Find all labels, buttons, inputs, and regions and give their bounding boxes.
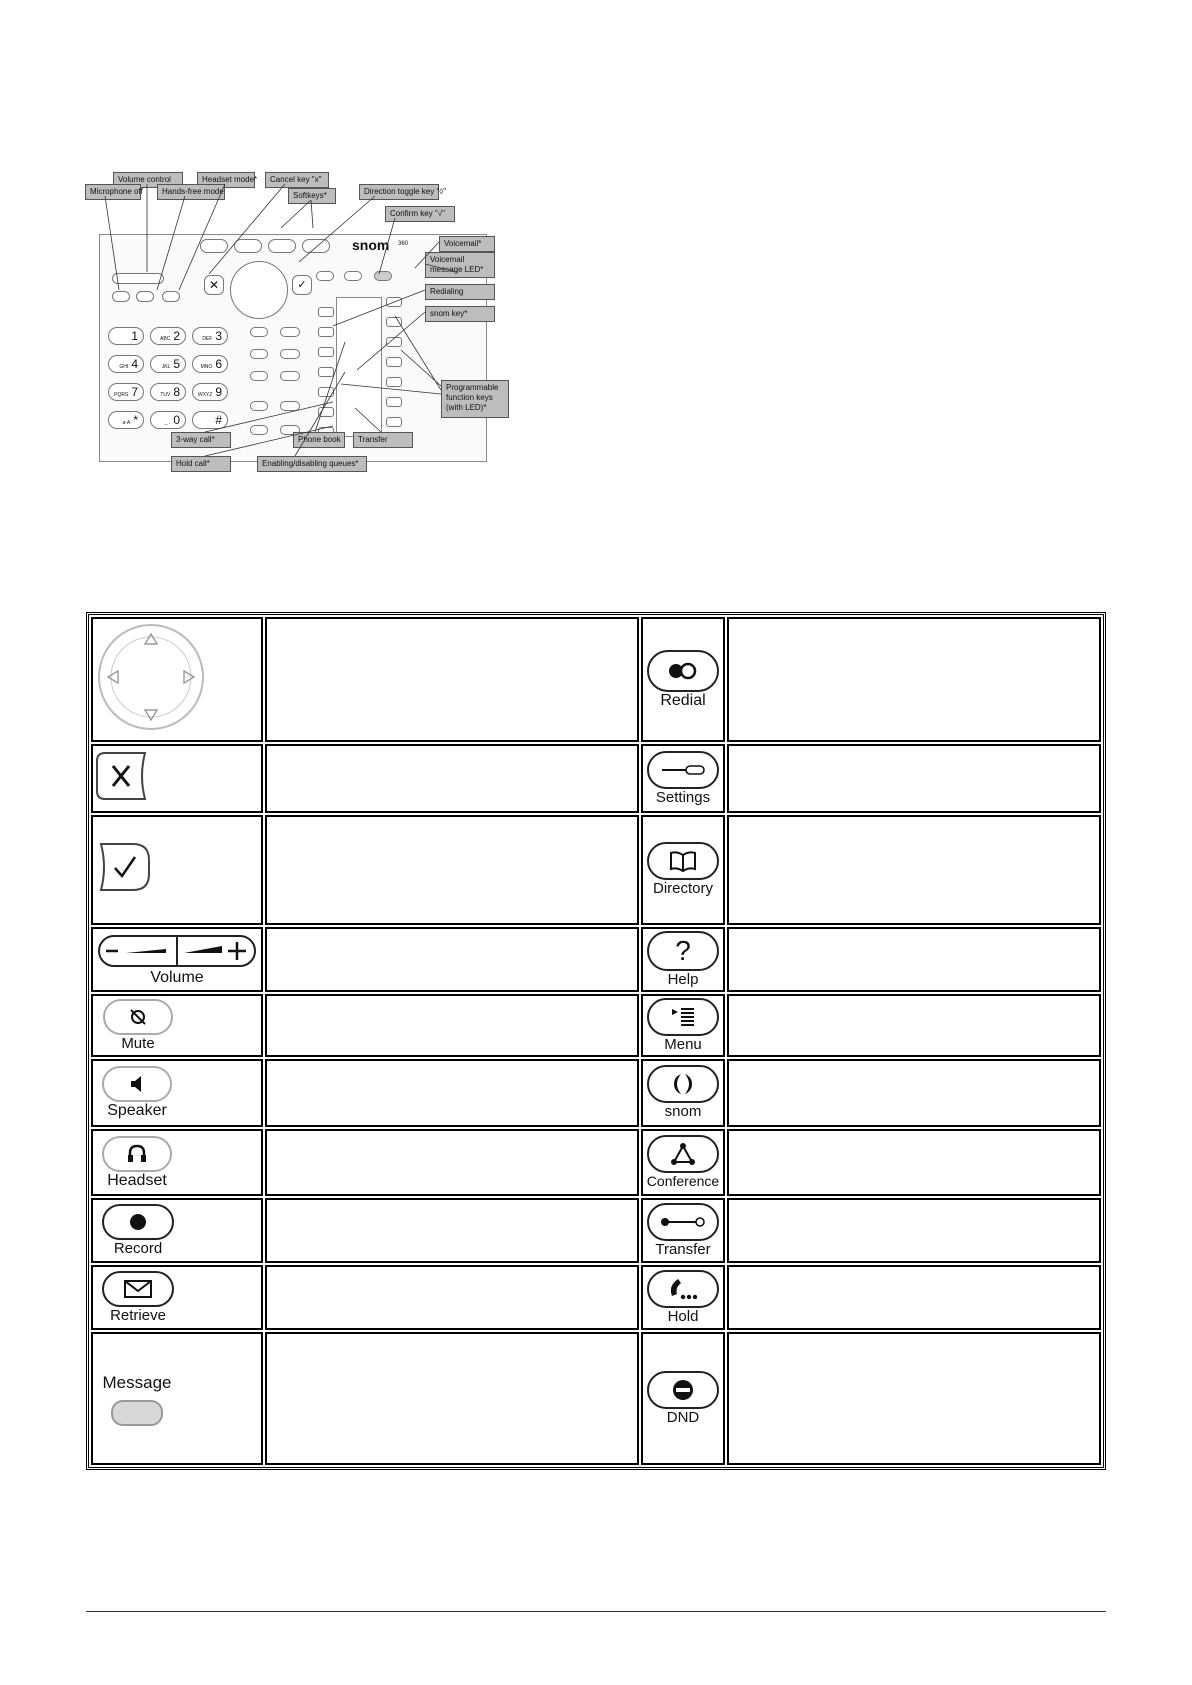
settings-label: Settings (655, 789, 711, 807)
callout-snom-key: snom key* (425, 306, 495, 322)
cell-headset-key (91, 1129, 263, 1196)
cell-settings-desc (727, 744, 1101, 812)
cell-redial-key (641, 617, 725, 742)
dialpad-key-letters: JKL (161, 364, 171, 370)
cell-conference-desc (727, 1129, 1101, 1196)
cell-hold-key (641, 1265, 725, 1330)
record-icon (102, 1204, 174, 1240)
callout-hands-free: Hands-free mode (157, 184, 225, 200)
snom-label: snom (664, 1103, 702, 1121)
dialpad-key-digit: 7 (131, 385, 138, 399)
callout-direction-toggle: Direction toggle key "◊" (359, 184, 439, 200)
cell-dnd-desc (727, 1332, 1101, 1465)
footer-rule (86, 1611, 1106, 1612)
settings-icon (647, 751, 719, 789)
menu-label: Menu (664, 1036, 702, 1054)
cell-hold-desc (727, 1265, 1101, 1330)
message-label: Message (102, 1372, 172, 1392)
cell-conference-key (641, 1129, 725, 1196)
message-led-icon (111, 1400, 163, 1426)
redial-label: Redial (660, 692, 706, 710)
dialpad-key-digit: 9 (215, 385, 222, 399)
retrieve-icon (102, 1271, 174, 1307)
directory-icon (647, 842, 719, 880)
transfer-icon (647, 1203, 719, 1241)
dialpad-key-digit: 6 (215, 357, 222, 371)
retrieve-label: Retrieve (110, 1307, 166, 1325)
cell-headset-desc (265, 1129, 639, 1196)
volume-label: Volume (150, 968, 204, 986)
hold-icon (647, 1270, 719, 1308)
conference-icon (647, 1135, 719, 1173)
headset-label: Headset (107, 1171, 167, 1189)
cell-retrieve-desc (265, 1265, 639, 1330)
callout-3-way-call: 3-way call* (171, 432, 231, 448)
dialpad-key-digit: 4 (131, 357, 138, 371)
volume-key-icon (96, 933, 258, 969)
cell-speaker-desc (265, 1059, 639, 1126)
speaker-icon (102, 1066, 172, 1102)
mute-icon (103, 999, 173, 1035)
callout-voicemail-led: Voicemail message LED* (425, 252, 495, 278)
callout-cancel-key: Cancel key "x" (265, 172, 329, 188)
cell-nav-key (91, 617, 263, 742)
dialpad-key-digit: 1 (131, 329, 138, 343)
navigation-key-icon (93, 620, 211, 734)
dialpad-key-digit: 0 (173, 413, 180, 427)
cell-cancel-key (91, 744, 263, 812)
cell-retrieve-key (91, 1265, 263, 1330)
cell-help-desc (727, 927, 1101, 992)
help-icon: ? (647, 931, 719, 971)
cell-nav-desc (265, 617, 639, 742)
cell-settings-key (641, 744, 725, 812)
directory-label: Directory (652, 880, 713, 898)
cell-directory-key (641, 815, 725, 925)
callout-redialing: Redialing (425, 284, 495, 300)
callout-confirm-key: Confirm key "√" (385, 206, 455, 222)
cell-snom-desc (727, 1059, 1101, 1126)
callout-hold-call: Hold call* (171, 456, 231, 472)
brand-logo: snom (352, 237, 390, 253)
dialpad-key-letters: TUV (160, 392, 171, 398)
cell-redial-desc (727, 617, 1101, 742)
callout-voicemail: Voicemail* (439, 236, 495, 252)
dialpad-key-letters: DEF (202, 336, 213, 342)
record-label: Record (113, 1240, 163, 1257)
callout-microphone-off: Microphone off (85, 184, 141, 200)
callout-programmable-keys: Programmable function keys (with LED)* (441, 380, 509, 418)
speaker-label: Speaker (107, 1102, 167, 1120)
cell-volume-key (91, 927, 263, 992)
callout-headset-mode: Headset mode* (197, 172, 255, 188)
mute-label: Mute (121, 1035, 155, 1053)
cell-speaker-key (91, 1059, 263, 1126)
dialpad-key-digit: 3 (215, 329, 222, 343)
transfer-label: Transfer (655, 1241, 711, 1258)
cancel-icon: ✕ (204, 275, 224, 295)
dialpad-key-letters: a-A (122, 420, 131, 426)
cancel-key-icon (93, 747, 153, 805)
cell-confirm-desc (265, 815, 639, 925)
callout-volume-control: Volume control (113, 172, 183, 188)
model-number: 360 (398, 241, 409, 247)
cell-transfer-desc (727, 1198, 1101, 1263)
dialpad-key-letters: ABC (160, 336, 171, 342)
dialpad-key-digit: 8 (173, 385, 180, 399)
cell-confirm-key (91, 815, 263, 925)
hold-label: Hold (667, 1308, 699, 1326)
help-label: Help (667, 970, 699, 988)
dialpad-key-letters: _ . (164, 420, 171, 426)
confirm-icon: ✓ (292, 275, 312, 295)
dialpad-key-digit: # (215, 413, 222, 427)
headset-icon (102, 1136, 172, 1172)
dialpad-key-digit: 2 (173, 329, 180, 343)
cell-record-key (91, 1198, 263, 1263)
cell-menu-desc (727, 994, 1101, 1057)
dialpad-key-digit: * (133, 413, 138, 427)
cell-volume-desc (265, 927, 639, 992)
cell-directory-desc (727, 815, 1101, 925)
redial-icon (647, 650, 719, 692)
confirm-key-icon (93, 836, 153, 898)
callout-phone-book: Phone book (293, 432, 345, 448)
callout-leader-lines (85, 170, 545, 510)
dialpad-key-letters: PQRS (114, 392, 129, 398)
cell-help-key (641, 927, 725, 992)
callout-transfer: Transfer (353, 432, 413, 448)
snom-icon (647, 1065, 719, 1103)
phone-diagram (85, 170, 545, 510)
cell-snom-key (641, 1059, 725, 1126)
callout-queues: Enabling/disabling queues* (257, 456, 367, 472)
cell-dnd-key (641, 1332, 725, 1465)
cell-menu-key (641, 994, 725, 1057)
conference-label: Conference (646, 1172, 720, 1189)
callout-softkeys: Softkeys* (288, 188, 336, 204)
dialpad-key-letters: MNO (200, 364, 213, 370)
cell-transfer-key (641, 1198, 725, 1263)
cell-cancel-desc (265, 744, 639, 812)
dialpad-key-letters: GHI (119, 364, 129, 370)
cell-message-key (91, 1332, 263, 1465)
dnd-icon (647, 1371, 719, 1409)
cell-record-desc (265, 1198, 639, 1263)
dnd-label: DND (666, 1409, 700, 1427)
dialpad-key-digit: 5 (173, 357, 180, 371)
cell-mute-key (91, 994, 263, 1057)
menu-icon (647, 998, 719, 1036)
cell-message-desc (265, 1332, 639, 1465)
dialpad-key-letters: WXYZ (197, 392, 213, 398)
cell-mute-desc (265, 994, 639, 1057)
key-reference-table (86, 612, 1106, 1470)
